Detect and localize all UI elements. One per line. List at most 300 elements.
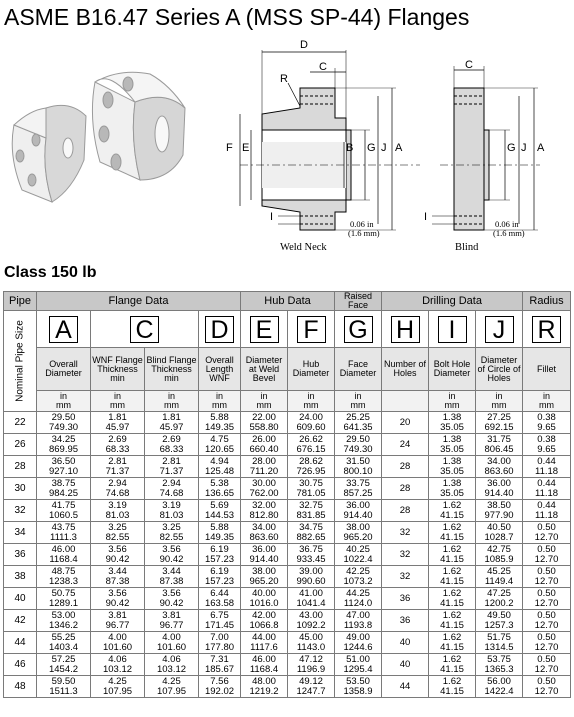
value-in: 3.56 (108, 587, 127, 599)
value-mm: 103.12 (102, 663, 133, 675)
value-mm: 107.95 (156, 685, 187, 697)
letter-E: E (250, 316, 279, 343)
cell-fillet (523, 544, 571, 566)
value-mm: 90.42 (159, 553, 184, 565)
unit-in: in (448, 391, 456, 401)
value-mm: 1143.0 (296, 641, 326, 653)
value-mm: 87.38 (105, 575, 130, 587)
cell-bolt-hole-diameter (429, 566, 476, 588)
value-mm: 1219.2 (249, 685, 279, 697)
letter-J: J (485, 316, 514, 343)
unit-mm: mm (491, 400, 507, 410)
flange-3d-small-image (12, 105, 86, 202)
col-desc-bolt-hole-diameter: Bolt Hole Diameter (429, 348, 476, 391)
value-mm: 660.40 (249, 443, 279, 455)
group-raised-face: Raised Face (335, 292, 382, 311)
cell-face-diameter (335, 522, 382, 544)
flange-spec-table (3, 291, 571, 698)
value-mm: 1238.3 (48, 575, 79, 587)
value-in: 46.00 (51, 543, 76, 555)
cell-number-of-holes (382, 654, 429, 676)
value-in: 47.00 (346, 609, 370, 621)
cell-blind-flange-thickness (145, 566, 199, 588)
value-in: 3.19 (108, 499, 127, 511)
dim-label-E: E (242, 142, 250, 154)
cell-diameter-of-circle-of-holes (476, 456, 523, 478)
value-in: 4.06 (108, 653, 127, 665)
value-mm: 1022.4 (343, 553, 373, 565)
value-mm: 831.85 (296, 509, 326, 521)
value-mm: 68.33 (105, 443, 130, 455)
unit-in: in (260, 391, 268, 401)
value-mm: 558.80 (249, 421, 279, 433)
cell-face-diameter (335, 676, 382, 698)
cell-blind-flange-thickness (145, 412, 199, 434)
value-in: 0.38 (537, 411, 556, 423)
cell-wnf-flange-thickness (91, 654, 145, 676)
value-in: 39.00 (299, 565, 323, 577)
cell-diameter-of-circle-of-holes (476, 500, 523, 522)
col-units-fillet (523, 391, 571, 412)
dim-label-I: I (270, 211, 274, 223)
value-in: 22.00 (252, 411, 276, 423)
value-mm: 120.65 (204, 443, 235, 455)
value-mm: 90.42 (105, 553, 130, 565)
value-in: 4.00 (162, 631, 181, 643)
cell-diameter-at-weld-bevel (241, 632, 288, 654)
value-in: 1.62 (442, 543, 462, 555)
cell-number-of-holes (382, 500, 429, 522)
unit-mm: mm (212, 400, 227, 410)
value-in: 0.50 (537, 609, 556, 621)
cell-wnf-flange-thickness (91, 544, 145, 566)
unit-mm: mm (164, 400, 179, 410)
value-in: 4.25 (162, 675, 181, 687)
value-mm: 1244.6 (343, 641, 373, 653)
cell-number-of-holes (382, 566, 429, 588)
cell-number-of-holes (382, 676, 429, 698)
cell-wnf-flange-thickness (91, 456, 145, 478)
value-in: 1.38 (442, 477, 462, 489)
unit-mm: mm (56, 400, 71, 410)
blind-caption: Blind (455, 242, 479, 253)
cell-diameter-of-circle-of-holes (476, 544, 523, 566)
dim-label-C: C (319, 61, 327, 73)
value-mm: 9.65 (537, 443, 556, 455)
value-mm: 12.70 (534, 553, 559, 565)
cell-fillet (523, 676, 571, 698)
value-in: 45.25 (487, 565, 511, 577)
value-in: 1.81 (108, 411, 127, 423)
value-mm: 185.67 (204, 663, 235, 675)
value-in: 2.69 (108, 433, 127, 445)
value-mm: 990.60 (296, 575, 326, 587)
cell-hub-diameter (288, 654, 335, 676)
value-mm: 12.70 (534, 663, 559, 675)
value-in: 1.38 (442, 411, 462, 423)
table-row (4, 412, 571, 434)
dim-label-A: A (395, 142, 403, 154)
value-in: 50.75 (51, 587, 76, 599)
weld-neck-caption: Weld Neck (280, 242, 327, 253)
unit-in: in (543, 391, 551, 401)
cell-diameter-of-circle-of-holes (476, 610, 523, 632)
value-mm: 12.70 (534, 597, 559, 609)
cell-hub-diameter (288, 456, 335, 478)
cell-diameter-at-weld-bevel (241, 522, 288, 544)
value-mm: 1289.1 (48, 597, 79, 609)
value-mm: 869.95 (48, 443, 79, 455)
value-mm: 149.35 (204, 531, 235, 543)
cell-hub-diameter (288, 412, 335, 434)
blind-dim-label-C: C (465, 59, 473, 71)
value-mm: 1028.7 (484, 531, 514, 543)
value-mm: 1193.8 (343, 619, 373, 631)
value-mm: 136.65 (204, 487, 235, 499)
pipe-size-cell: 34 (4, 522, 37, 544)
cell-blind-flange-thickness (145, 588, 199, 610)
dim-label-J: J (381, 142, 387, 154)
value-mm: 1346.2 (48, 619, 79, 631)
group-flange-data: Flange Data (37, 292, 241, 311)
table-row (4, 478, 571, 500)
cell-face-diameter (335, 434, 382, 456)
cell-overall-length-wnf (199, 632, 241, 654)
value-mm: 1314.5 (484, 641, 514, 653)
value-in: 20 (399, 416, 411, 428)
value-in: 48.00 (252, 675, 276, 687)
value-mm: 1111.3 (50, 531, 77, 543)
col-desc-wnf-flange-thickness: WNF Flange Thickness min (91, 348, 145, 391)
value-mm: 71.37 (159, 465, 184, 477)
cell-diameter-at-weld-bevel (241, 676, 288, 698)
value-in: 51.00 (346, 653, 370, 665)
nominal-pipe-size-header: Nominal Pipe Size (4, 311, 37, 412)
pipe-size-cell: 28 (4, 456, 37, 478)
value-mm: 609.60 (296, 421, 326, 433)
pipe-size-cell: 48 (4, 676, 37, 698)
unit-mm: mm (350, 400, 366, 410)
value-in: 34.00 (487, 455, 511, 467)
value-mm: 11.18 (535, 465, 559, 477)
cell-number-of-holes (382, 632, 429, 654)
table-row (4, 522, 571, 544)
value-mm: 1257.3 (484, 619, 514, 631)
col-desc-overall-diameter: Overall Diameter (37, 348, 91, 391)
cell-overall-diameter (37, 412, 91, 434)
cell-overall-diameter (37, 522, 91, 544)
col-units-bolt-hole-diameter (429, 391, 476, 412)
cell-number-of-holes (382, 412, 429, 434)
cell-diameter-at-weld-bevel (241, 566, 288, 588)
value-in: 44.25 (346, 587, 370, 599)
cell-face-diameter (335, 412, 382, 434)
value-in: 1.62 (442, 653, 462, 665)
value-in: 28.62 (299, 455, 323, 467)
unit-in: in (354, 391, 362, 401)
cell-number-of-holes (382, 544, 429, 566)
dim-label-B: B (346, 142, 354, 154)
cell-fillet (523, 654, 571, 676)
cell-diameter-of-circle-of-holes (476, 522, 523, 544)
value-mm: 914.40 (249, 553, 279, 565)
value-in: 0.44 (537, 499, 556, 511)
value-in: 3.25 (162, 521, 181, 533)
table-row (4, 456, 571, 478)
cell-blind-flange-thickness (145, 434, 199, 456)
value-in: 32 (399, 526, 411, 538)
value-mm: 41.15 (440, 619, 464, 631)
value-mm: 1247.7 (296, 685, 326, 697)
value-mm: 762.00 (249, 487, 279, 499)
value-in: 4.00 (108, 631, 127, 643)
value-mm: 1365.3 (484, 663, 514, 675)
blind-rf-height: 0.06 in (495, 219, 519, 229)
value-mm: 101.60 (102, 641, 133, 653)
value-in: 56.00 (487, 675, 511, 687)
value-mm: 1295.4 (343, 663, 373, 675)
pipe-size-cell: 42 (4, 610, 37, 632)
cell-number-of-holes (382, 456, 429, 478)
value-mm: 45.97 (105, 421, 130, 433)
value-mm: 41.15 (440, 663, 464, 675)
cell-overall-diameter (37, 566, 91, 588)
unit-mm: mm (110, 400, 125, 410)
value-mm: 1149.4 (484, 575, 514, 587)
value-in: 7.00 (210, 631, 229, 643)
cell-wnf-flange-thickness (91, 478, 145, 500)
unit-mm: mm (256, 400, 272, 410)
cell-fillet (523, 610, 571, 632)
value-mm: 103.12 (156, 663, 187, 675)
value-mm: 1085.9 (484, 553, 514, 565)
value-in: 0.50 (537, 675, 556, 687)
value-in: 2.69 (162, 433, 181, 445)
value-mm: 806.45 (484, 443, 514, 455)
value-in: 44.00 (252, 631, 276, 643)
col-desc-hub-diameter: Hub Diameter (288, 348, 335, 391)
cell-diameter-at-weld-bevel (241, 478, 288, 500)
cell-diameter-of-circle-of-holes (476, 632, 523, 654)
cell-blind-flange-thickness (145, 478, 199, 500)
cell-number-of-holes (382, 434, 429, 456)
value-in: 0.44 (537, 455, 556, 467)
value-mm: 82.55 (159, 531, 184, 543)
value-mm: 1403.4 (48, 641, 79, 653)
letter-G: G (344, 316, 373, 343)
value-in: 49.00 (346, 631, 370, 643)
value-mm: 749.30 (48, 421, 79, 433)
cell-overall-length-wnf (199, 544, 241, 566)
value-mm: 812.80 (249, 509, 279, 521)
value-in: 38.50 (487, 499, 511, 511)
cell-fillet (523, 632, 571, 654)
value-in: 30.75 (299, 477, 323, 489)
cell-wnf-flange-thickness (91, 412, 145, 434)
cell-overall-diameter (37, 478, 91, 500)
cell-overall-length-wnf (199, 522, 241, 544)
dim-label-R: R (280, 73, 288, 85)
cell-face-diameter (335, 588, 382, 610)
value-in: 3.25 (108, 521, 127, 533)
cell-blind-flange-thickness (145, 456, 199, 478)
value-in: 34.75 (299, 521, 323, 533)
col-desc-overall-length-wnf: Overall Length WNF (199, 348, 241, 391)
value-in: 38.00 (346, 521, 370, 533)
letter-A: A (49, 316, 78, 343)
value-in: 40.00 (252, 587, 276, 599)
cell-bolt-hole-diameter (429, 500, 476, 522)
value-mm: 927.10 (48, 465, 79, 477)
value-mm: 45.97 (159, 421, 184, 433)
value-in: 2.81 (162, 455, 181, 467)
value-in: 0.50 (537, 587, 556, 599)
value-in: 3.44 (162, 565, 181, 577)
value-in: 42.00 (252, 609, 276, 621)
value-in: 6.75 (210, 609, 229, 621)
cell-number-of-holes (382, 478, 429, 500)
value-in: 55.25 (51, 631, 76, 643)
value-in: 4.06 (162, 653, 181, 665)
value-in: 0.38 (537, 433, 556, 445)
value-mm: 35.05 (440, 421, 464, 433)
cell-blind-flange-thickness (145, 632, 199, 654)
cell-diameter-of-circle-of-holes (476, 434, 523, 456)
value-mm: 171.45 (204, 619, 235, 631)
pipe-size-cell: 36 (4, 544, 37, 566)
value-in: 6.19 (210, 565, 229, 577)
value-mm: 12.70 (534, 619, 559, 631)
value-in: 5.88 (210, 521, 229, 533)
col-units-number-of-holes (382, 391, 429, 412)
value-in: 7.56 (210, 675, 229, 687)
col-units-overall-length-wnf (199, 391, 241, 412)
value-mm: 882.65 (296, 531, 326, 543)
cell-diameter-at-weld-bevel (241, 610, 288, 632)
cell-blind-flange-thickness (145, 676, 199, 698)
dim-label-F: F (226, 142, 233, 154)
unit-in: in (215, 391, 223, 401)
col-desc-fillet: Fillet (523, 348, 571, 391)
cell-diameter-of-circle-of-holes (476, 654, 523, 676)
value-in: 40.50 (487, 521, 511, 533)
value-in: 4.25 (108, 675, 127, 687)
value-in: 38.75 (51, 477, 76, 489)
value-in: 1.38 (442, 433, 462, 445)
cell-bolt-hole-diameter (429, 610, 476, 632)
value-in: 32.75 (299, 499, 323, 511)
weld-neck-rf-height-mm: (1.6 mm) (348, 228, 380, 238)
cell-hub-diameter (288, 434, 335, 456)
value-in: 0.50 (537, 631, 556, 643)
value-in: 5.38 (210, 477, 229, 489)
pipe-size-cell: 22 (4, 412, 37, 434)
cell-blind-flange-thickness (145, 500, 199, 522)
cell-diameter-at-weld-bevel (241, 588, 288, 610)
unit-in: in (495, 391, 503, 401)
value-in: 44 (399, 680, 411, 692)
value-mm: 101.60 (156, 641, 187, 653)
value-in: 29.50 (346, 433, 370, 445)
value-in: 51.75 (487, 631, 511, 643)
value-mm: 96.77 (105, 619, 130, 631)
value-mm: 965.20 (343, 531, 373, 543)
value-in: 34.00 (252, 521, 276, 533)
cell-overall-diameter (37, 676, 91, 698)
letter-F: F (297, 316, 326, 343)
cell-bolt-hole-diameter (429, 588, 476, 610)
cell-wnf-flange-thickness (91, 500, 145, 522)
cell-bolt-hole-diameter (429, 544, 476, 566)
value-mm: 1060.5 (48, 509, 79, 521)
value-mm: 11.18 (535, 509, 559, 521)
letter-C: C (130, 316, 159, 343)
value-mm: 749.30 (343, 443, 373, 455)
cell-overall-diameter (37, 456, 91, 478)
value-in: 0.44 (537, 477, 556, 489)
col-units-wnf-flange-thickness (91, 391, 145, 412)
cell-bolt-hole-diameter (429, 434, 476, 456)
value-in: 24.00 (299, 411, 323, 423)
col-units-blind-flange-thickness (145, 391, 199, 412)
cell-wnf-flange-thickness (91, 632, 145, 654)
value-in: 40 (399, 658, 411, 670)
value-mm: 12.70 (534, 641, 559, 653)
value-in: 0.50 (537, 653, 556, 665)
value-mm: 914.40 (343, 509, 373, 521)
value-mm: 1092.2 (296, 619, 326, 631)
col-desc-diameter-of-circle-of-holes: Diameter of Circle of Holes (476, 348, 523, 391)
value-in: 29.50 (51, 411, 76, 423)
flange-3d-large-image (92, 72, 185, 180)
group-radius: Radius (523, 292, 571, 311)
group-drilling-data: Drilling Data (382, 292, 523, 311)
value-mm: 192.02 (204, 685, 235, 697)
cell-bolt-hole-diameter (429, 676, 476, 698)
value-mm: 914.40 (484, 487, 514, 499)
value-in: 53.00 (51, 609, 76, 621)
value-mm: 74.68 (159, 487, 184, 499)
cell-diameter-at-weld-bevel (241, 434, 288, 456)
pipe-size-cell: 26 (4, 434, 37, 456)
value-in: 46.00 (252, 653, 276, 665)
cell-wnf-flange-thickness (91, 434, 145, 456)
cell-hub-diameter (288, 544, 335, 566)
value-mm: 965.20 (249, 575, 279, 587)
value-mm: 87.38 (159, 575, 184, 587)
value-mm: 1073.2 (343, 575, 373, 587)
value-mm: 41.15 (440, 531, 464, 543)
value-in: 45.00 (299, 631, 323, 643)
value-in: 0.50 (537, 521, 556, 533)
value-mm: 35.05 (440, 465, 464, 477)
dim-label-D: D (300, 39, 308, 51)
value-in: 30.00 (252, 477, 276, 489)
cell-diameter-of-circle-of-holes (476, 412, 523, 434)
cell-number-of-holes (382, 588, 429, 610)
cell-bolt-hole-diameter (429, 654, 476, 676)
value-in: 36.00 (252, 543, 276, 555)
value-in: 2.81 (108, 455, 127, 467)
value-mm: 1117.6 (250, 641, 278, 653)
value-in: 53.50 (346, 675, 370, 687)
value-in: 36.50 (51, 455, 76, 467)
col-desc-face-diameter: Face Diameter (335, 348, 382, 391)
cell-hub-diameter (288, 500, 335, 522)
cell-blind-flange-thickness (145, 610, 199, 632)
cell-diameter-at-weld-bevel (241, 500, 288, 522)
cell-fillet (523, 566, 571, 588)
